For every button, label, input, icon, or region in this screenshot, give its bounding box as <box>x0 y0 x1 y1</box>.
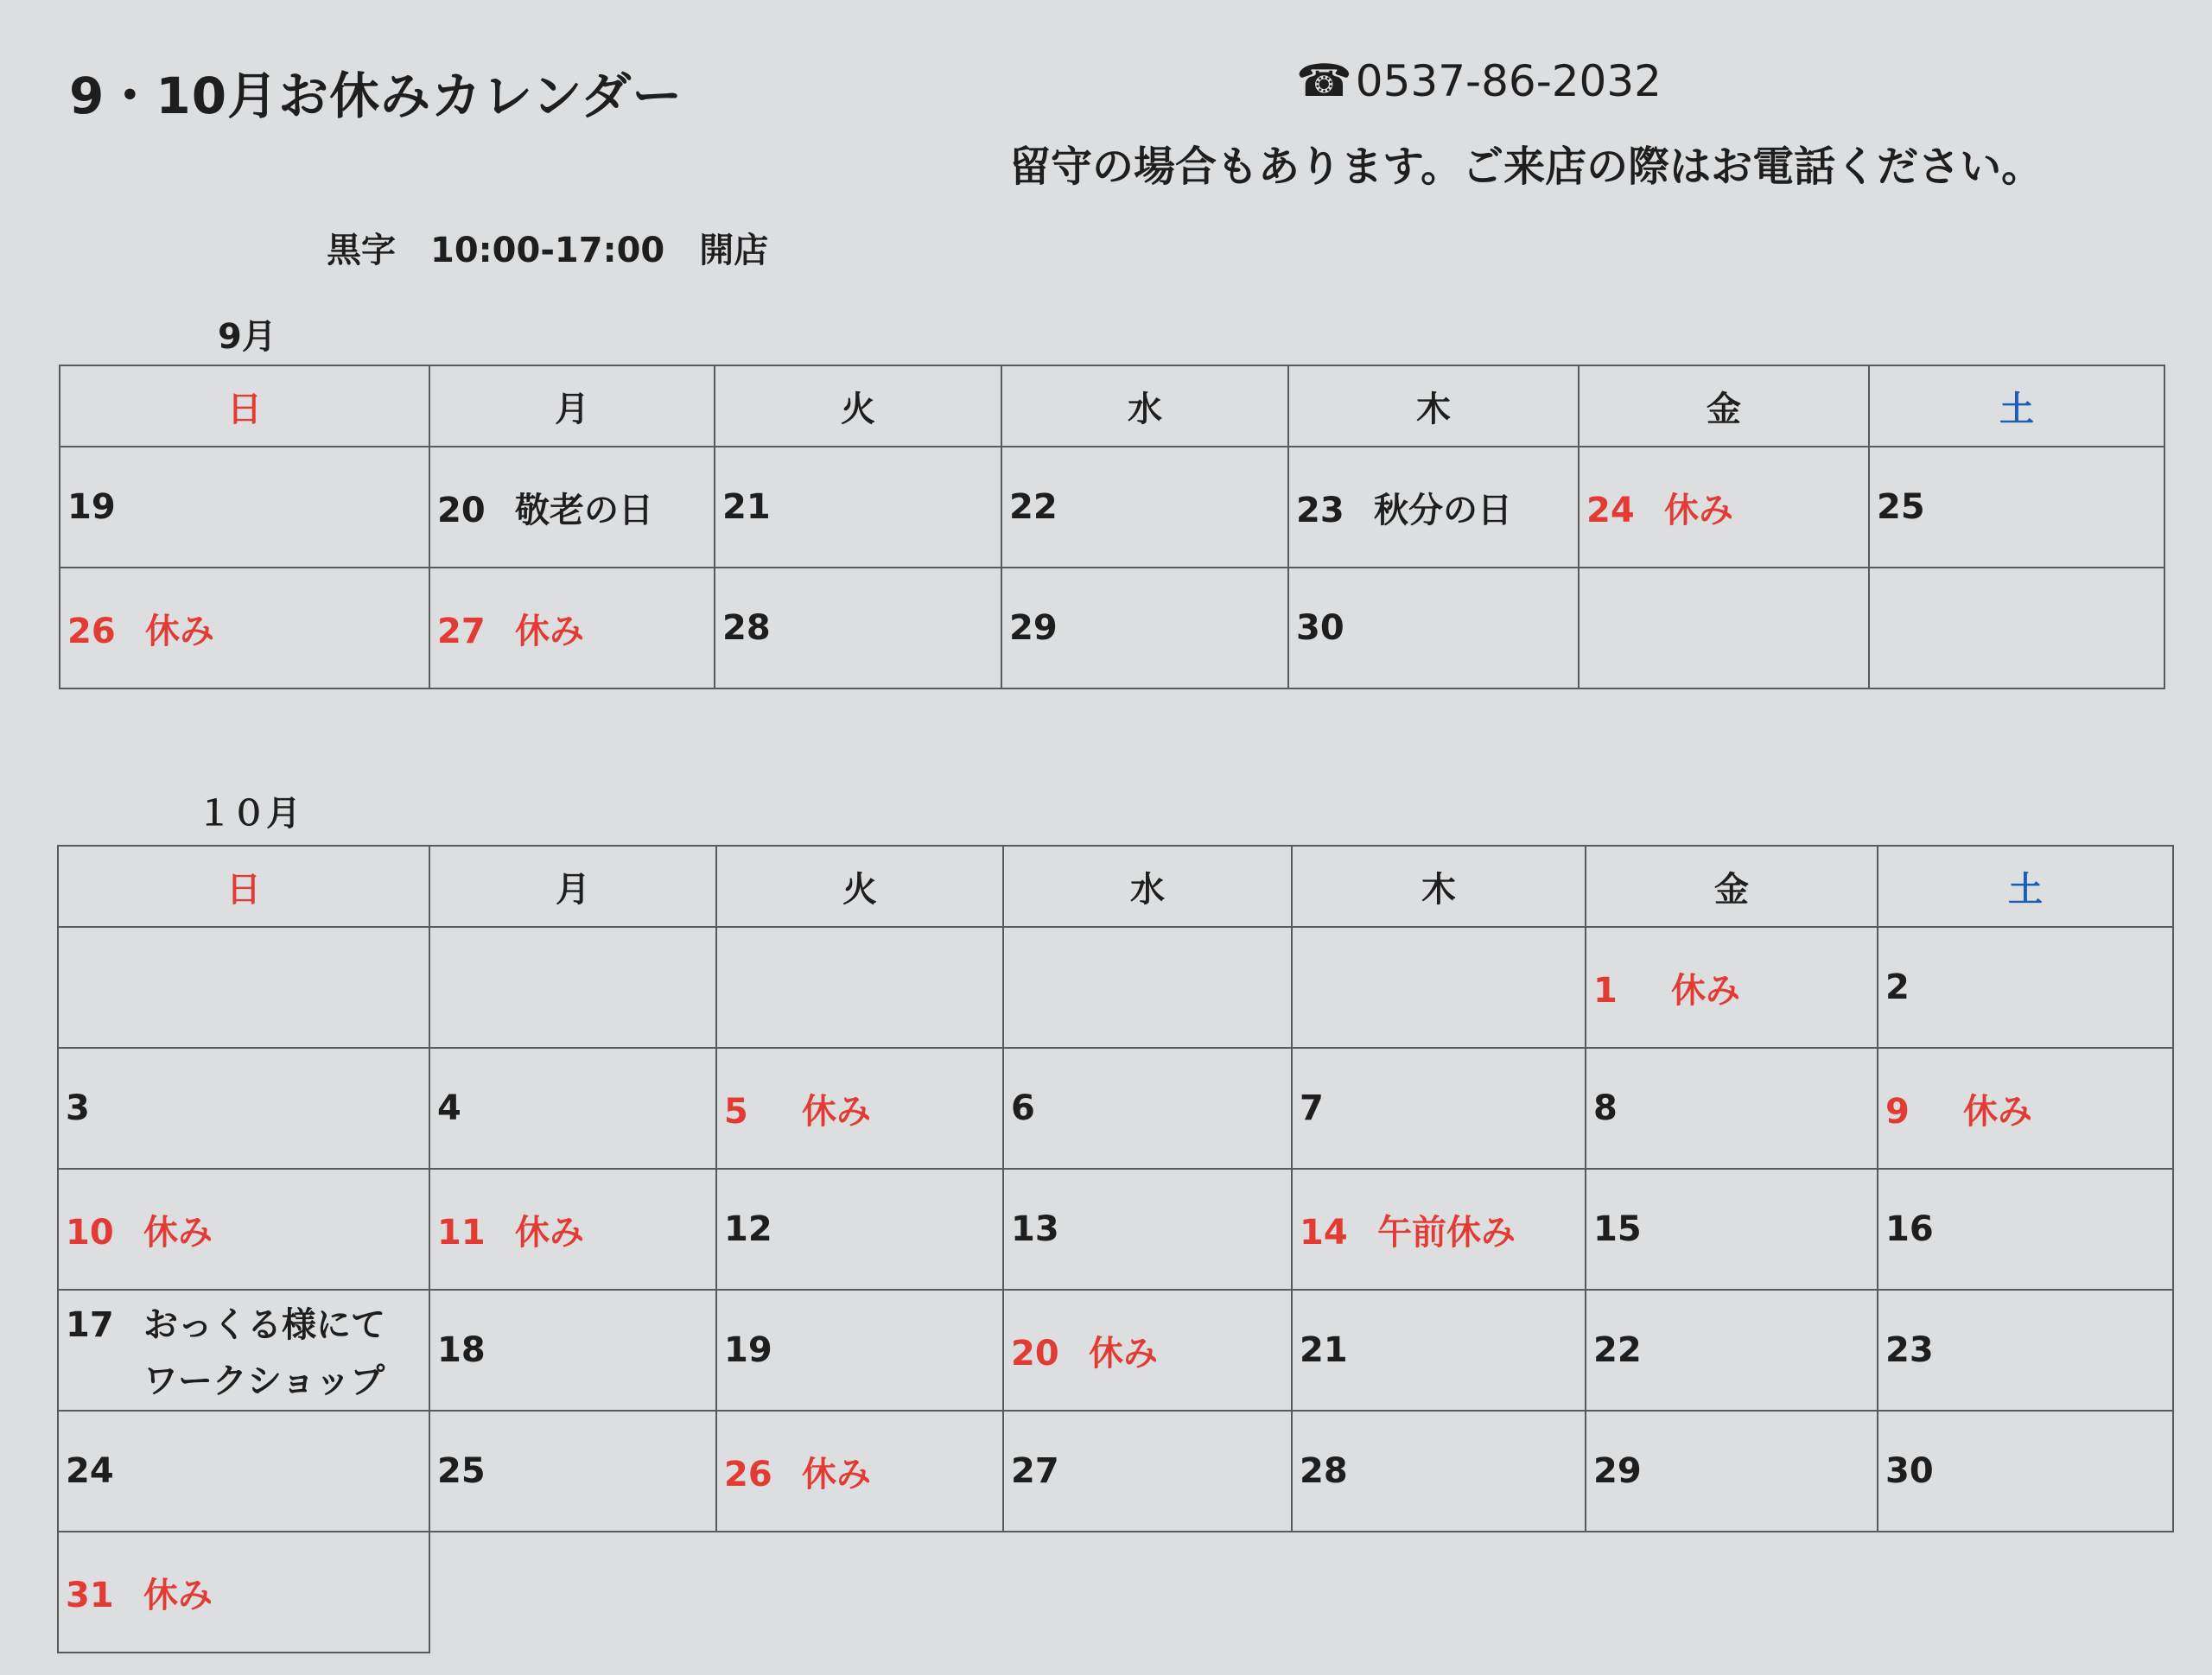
day-cell <box>1288 447 1579 568</box>
september-calendar <box>59 365 2165 689</box>
day-number: 23 <box>1296 490 1344 530</box>
day-cell <box>60 568 429 688</box>
day-cell <box>60 447 429 568</box>
day-number: 8 <box>1593 1088 1618 1128</box>
day-number: 25 <box>437 1451 486 1491</box>
day-cell <box>1878 1290 2173 1411</box>
day-cell <box>429 447 715 568</box>
day-number: 17 <box>66 1305 114 1345</box>
day-note: 秋分の日 <box>1374 490 1512 530</box>
day-cell <box>58 1532 429 1653</box>
weekday-header: 金 <box>1579 365 1869 447</box>
empty-cell <box>429 1532 716 1653</box>
day-number: 30 <box>1885 1451 1934 1491</box>
day-number: 7 <box>1300 1088 1324 1128</box>
weekday-header: 木 <box>1288 365 1579 447</box>
day-number: 21 <box>722 487 771 527</box>
day-number: 9 <box>1885 1091 1910 1132</box>
day-cell <box>429 568 715 688</box>
day-number: 2 <box>1885 968 1910 1007</box>
day-cell <box>716 1169 1003 1290</box>
day-number: 13 <box>1011 1209 1059 1249</box>
weekday-header: 月 <box>429 846 716 927</box>
day-number: 27 <box>1011 1451 1059 1491</box>
day-cell <box>715 447 1001 568</box>
october-calendar <box>57 845 2174 1653</box>
day-number: 21 <box>1300 1330 1348 1370</box>
weekday-header: 日 <box>58 846 429 927</box>
day-number: 14 <box>1300 1212 1348 1253</box>
day-number: 1 <box>1593 970 1618 1011</box>
day-cell <box>1003 1048 1292 1169</box>
day-number: 29 <box>1009 608 1058 648</box>
day-number: 11 <box>437 1212 486 1253</box>
opening-hours <box>327 223 803 272</box>
day-note: 休み <box>145 611 214 651</box>
hours-time: 10:00-17:00 <box>430 231 665 270</box>
week-row <box>58 1532 2173 1653</box>
day-cell <box>429 1169 716 1290</box>
day-note: 休み <box>1671 970 1740 1011</box>
day-number: 3 <box>66 1088 90 1128</box>
day-cell <box>58 1411 429 1532</box>
day-number: 31 <box>66 1575 114 1615</box>
weekday-header: 水 <box>1001 365 1288 447</box>
weekday-header-row <box>60 365 2164 447</box>
day-number: 5 <box>724 1091 748 1132</box>
day-note: 休み <box>143 1212 213 1253</box>
week-row <box>58 1290 2173 1411</box>
day-number: 24 <box>66 1451 114 1491</box>
day-cell <box>1878 1048 2173 1169</box>
day-number: 12 <box>724 1209 772 1249</box>
day-note: 休み <box>1089 1333 1158 1374</box>
day-cell <box>1586 927 1878 1048</box>
day-cell <box>1003 1411 1292 1532</box>
day-cell <box>715 568 1001 688</box>
day-number: 19 <box>724 1330 772 1370</box>
week-row <box>58 927 2173 1048</box>
day-cell <box>1579 447 1869 568</box>
empty-cell <box>1003 1532 1292 1653</box>
day-note: 休み <box>515 1212 584 1253</box>
day-number: 26 <box>724 1454 772 1494</box>
week-row <box>58 1169 2173 1290</box>
weekday-header-row <box>58 846 2173 927</box>
day-cell <box>1878 927 2173 1048</box>
day-number: 20 <box>1011 1333 1059 1374</box>
day-note: 休み <box>143 1575 213 1615</box>
day-note: 休み <box>802 1454 871 1494</box>
day-cell <box>1292 1411 1586 1532</box>
day-cell <box>1001 447 1288 568</box>
day-note: 午前休み <box>1377 1212 1516 1253</box>
day-cell <box>429 1048 716 1169</box>
notice-text: 留守の場合もあります。ご来店の際はお電話ください。 <box>1009 143 2044 191</box>
day-number: 4 <box>437 1088 461 1128</box>
day-cell <box>1003 1169 1292 1290</box>
day-number: 28 <box>722 608 771 648</box>
day-number: 28 <box>1300 1451 1348 1491</box>
day-number: 19 <box>67 487 116 527</box>
day-note: 休み <box>1664 490 1733 530</box>
day-cell <box>429 927 716 1048</box>
day-number: 24 <box>1586 490 1635 530</box>
day-number: 20 <box>437 490 486 530</box>
day-cell <box>1003 1290 1292 1411</box>
day-number: 23 <box>1885 1330 1934 1370</box>
weekday-header: 日 <box>60 365 429 447</box>
day-cell <box>1288 568 1579 688</box>
hours-label: 黒字 <box>327 231 396 270</box>
day-number: 15 <box>1593 1209 1642 1249</box>
weekday-header: 木 <box>1292 846 1586 927</box>
day-cell <box>1292 1048 1586 1169</box>
day-note: 敬老の日 <box>515 490 653 530</box>
day-cell <box>716 1290 1003 1411</box>
telephone-icon: ☎ <box>1296 55 1352 107</box>
weekday-header: 月 <box>429 365 715 447</box>
day-note: おっくる様にて <box>143 1305 385 1345</box>
day-cell <box>716 927 1003 1048</box>
day-cell <box>716 1411 1003 1532</box>
empty-cell <box>1878 1532 2173 1653</box>
day-cell <box>1869 447 2164 568</box>
day-cell <box>1878 1169 2173 1290</box>
day-cell <box>58 1290 429 1411</box>
day-cell <box>1586 1290 1878 1411</box>
day-cell <box>58 927 429 1048</box>
day-cell <box>1586 1169 1878 1290</box>
day-cell <box>1001 568 1288 688</box>
day-cell <box>429 1290 716 1411</box>
week-row <box>58 1048 2173 1169</box>
day-cell <box>716 1048 1003 1169</box>
week-row <box>58 1411 2173 1532</box>
day-number: 27 <box>437 611 486 651</box>
day-number: 26 <box>67 611 116 651</box>
weekday-header: 金 <box>1586 846 1878 927</box>
day-cell <box>58 1048 429 1169</box>
day-cell <box>58 1169 429 1290</box>
day-cell <box>1292 927 1586 1048</box>
day-number: 10 <box>66 1212 114 1253</box>
phone-number <box>1296 55 1662 107</box>
week-row <box>60 568 2164 688</box>
day-number: 22 <box>1593 1330 1642 1370</box>
phone-number-text: 0537-86-2032 <box>1355 56 1662 106</box>
day-cell <box>429 1411 716 1532</box>
day-note: 休み <box>802 1091 871 1132</box>
day-cell <box>1869 568 2164 688</box>
day-number: 29 <box>1593 1451 1642 1491</box>
day-number: 25 <box>1877 487 1925 527</box>
week-row <box>60 447 2164 568</box>
day-cell <box>1292 1290 1586 1411</box>
weekday-header: 火 <box>716 846 1003 927</box>
day-number: 18 <box>437 1330 486 1370</box>
day-number: 22 <box>1009 487 1058 527</box>
october-label: １０月 <box>197 794 301 834</box>
day-number: 30 <box>1296 608 1344 648</box>
weekday-header: 土 <box>1869 365 2164 447</box>
empty-cell <box>1586 1532 1878 1653</box>
page-title: 9・10月お休みカレンダー <box>69 67 683 125</box>
day-cell <box>1878 1411 2173 1532</box>
weekday-header: 火 <box>715 365 1001 447</box>
day-note-line2: ワークショップ <box>143 1361 385 1401</box>
empty-cell <box>716 1532 1003 1653</box>
day-cell <box>1003 927 1292 1048</box>
day-cell <box>1586 1411 1878 1532</box>
day-cell <box>1292 1169 1586 1290</box>
day-note: 休み <box>515 611 584 651</box>
day-number: 6 <box>1011 1088 1035 1128</box>
day-note: 休み <box>1963 1091 2032 1132</box>
empty-cell <box>1292 1532 1586 1653</box>
day-cell <box>1586 1048 1878 1169</box>
hours-suffix: 開店 <box>699 231 769 270</box>
weekday-header: 水 <box>1003 846 1292 927</box>
september-label: 9月 <box>218 317 276 357</box>
day-cell <box>1579 568 1869 688</box>
day-number: 16 <box>1885 1209 1934 1249</box>
weekday-header: 土 <box>1878 846 2173 927</box>
